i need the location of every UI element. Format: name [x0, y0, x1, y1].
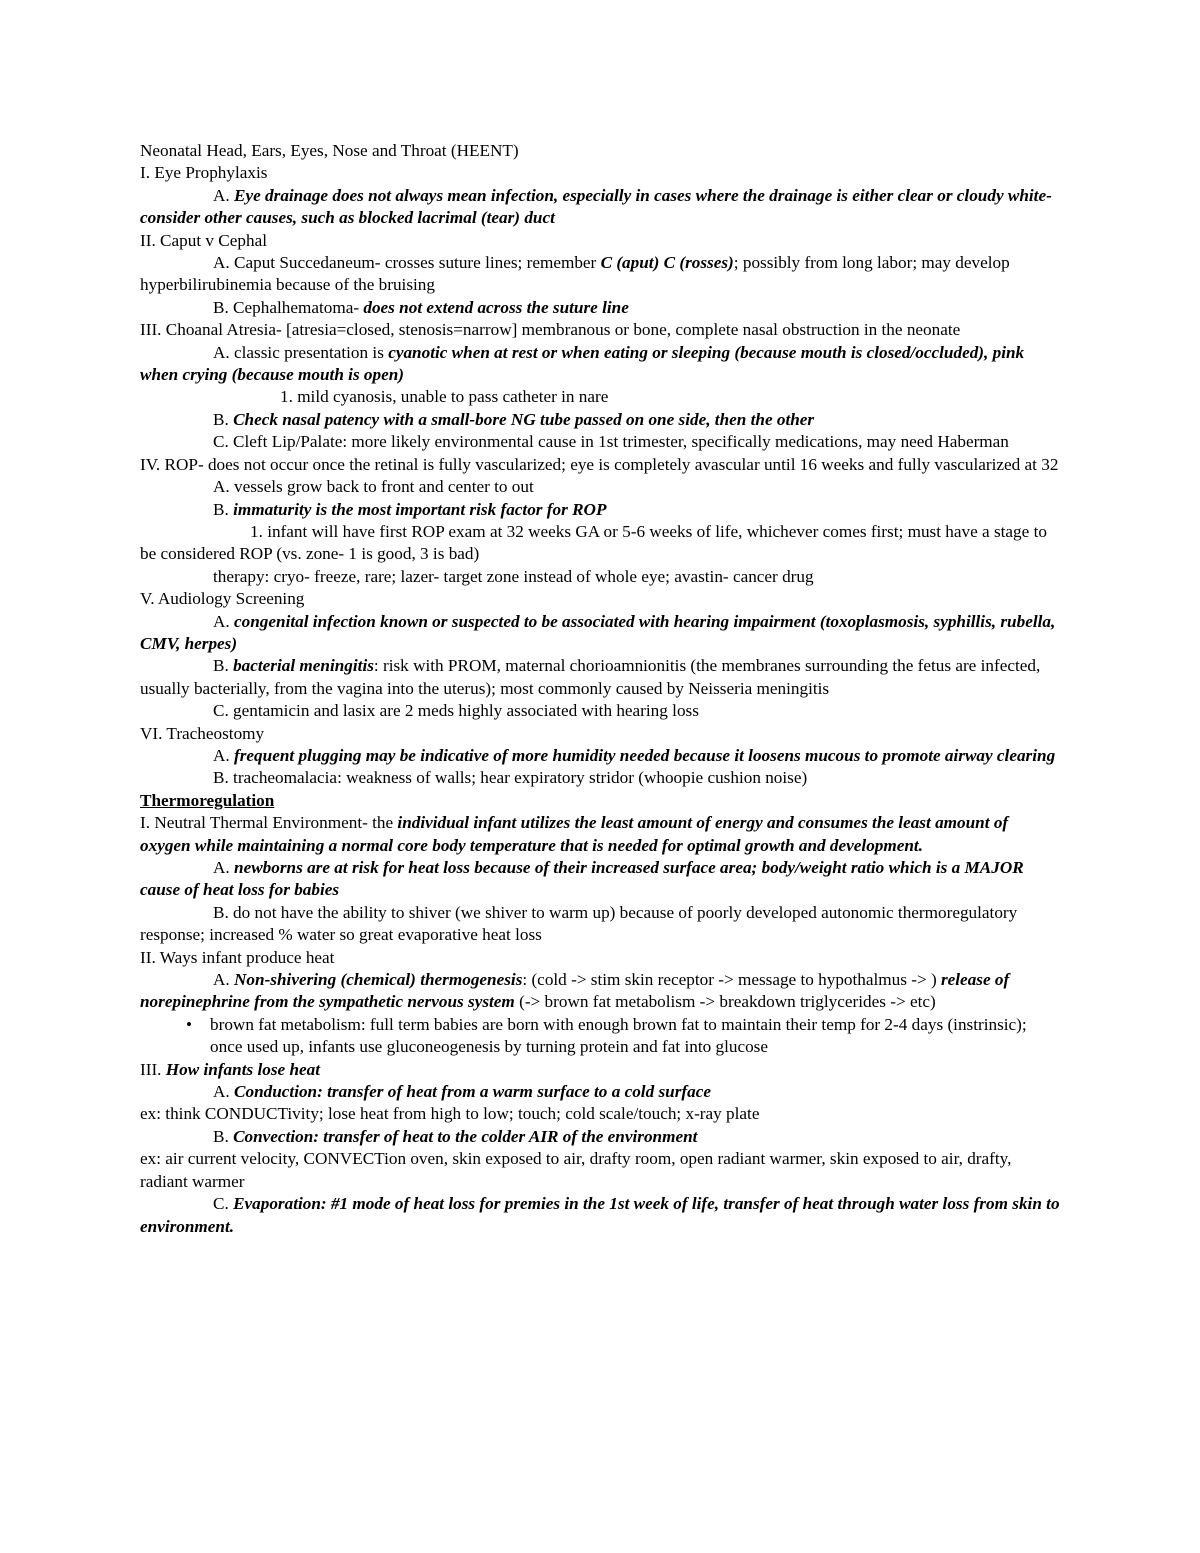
section-produce-heat: II. Ways infant produce heat [140, 947, 335, 967]
list-marker: B. [213, 499, 234, 519]
emphasis-text: Evaporation: #1 mode of heat loss for premies in the 1st week of life, transfer of heat through water loss from skin to environment. [140, 1194, 1060, 1236]
document-title: Neonatal Head, Ears, Eyes, Nose and Throat (HEENT) [140, 141, 519, 160]
section-audiology: V. Audiology Screening [140, 589, 305, 609]
item-convection [140, 1126, 1060, 1148]
list-marker: A. [213, 745, 235, 765]
subitem-mild-cyanosis: 1. mild cyanosis, unable to pass catheter in nare [280, 387, 609, 407]
item-non-shivering: A. Non-shivering (chemical) thermogenesis: (cold -> stim skin receptor -> message to hypothalmus -> ) release of norepinephrine from the sympathetic nervous system (-> brown fat metabolism -> breakdown triglycerides -> etc) [140, 970, 1010, 1012]
bullet-icon: • [185, 1014, 192, 1034]
emphasis-text: release of norepinephrine from the sympathetic nervous system [140, 970, 1010, 1012]
section-eye-prophylaxis: I. Eye Prophylaxis [140, 163, 268, 183]
list-marker: A. [213, 970, 235, 990]
item-nasal-patency [140, 409, 1060, 431]
list-marker: A. [213, 858, 235, 877]
emphasis-text: Check nasal patency with a small-bore NG tube passed on one side, then the other [233, 409, 815, 429]
item-conduction [140, 1081, 1060, 1103]
section-lose-heat: III. How infants lose heat [140, 1059, 320, 1079]
list-marker: B. [213, 409, 234, 429]
item-tracheomalacia: B. tracheomalacia: weakness of walls; hear expiratory stridor (whoopie cushion noise) [213, 768, 808, 788]
list-marker: B. [213, 656, 234, 676]
section-caput-v-cephal: II. Caput v Cephal [140, 230, 267, 250]
emphasis-text: immaturity is the most important risk factor for ROP [233, 499, 607, 519]
emphasis-text: individual infant utilizes the least amount of energy and consumes the least amount of oxygen while maintaining a normal core body temperature that is needed for optimal growth and development. [140, 813, 1009, 855]
item-cleft-lip: C. Cleft Lip/Palate: more likely environmental cause in 1st trimester, specifically medications, may need Haberman [213, 432, 1009, 452]
list-marker: C. [213, 1194, 234, 1214]
section-neutral-thermal: I. Neutral Thermal Environment- the individual infant utilizes the least amount of energy and consumes the least amount of oxygen while maintaining a normal core body temperature that is needed for optimal growth and development. [140, 813, 1009, 855]
list-marker: A. [213, 611, 235, 631]
item-eye-drainage [140, 185, 1060, 230]
bullet-brown-fat: • brown fat metabolism: full term babies are born with enough brown fat to maintain their temp for 2-4 days (instrinsic); once used up, infants use gluconeogenesis by turning protein and fat into glucose [140, 1014, 1060, 1059]
item-immaturity [140, 499, 1060, 521]
item-cephalhematoma: B. Cephalhematoma- does not extend across the suture line [213, 297, 629, 317]
item-therapy: therapy: cryo- freeze, rare; lazer- target zone instead of whole eye; avastin- cancer drug [213, 566, 814, 586]
item-newborns-heat-loss [140, 857, 1060, 902]
example-conduction: ex: think CONDUCTivity; lose heat from high to low; touch; cold scale/touch; x-ray plate [140, 1104, 760, 1124]
item-bacterial-meningitis: B. bacterial meningitis: risk with PROM, maternal chorioamnionitis (the membranes surrounding the fetus are infected, usually bacterially, from the vagina into the uterus); most commonly caused by Neisseria meningitis [140, 656, 1041, 698]
emphasis-text: does not extend across the suture line [363, 297, 629, 317]
list-marker: A. [213, 1082, 235, 1102]
item-vessels: A. vessels grow back to front and center to out [213, 477, 534, 497]
list-marker: B. [213, 1126, 234, 1146]
section-rop: IV. ROP- does not occur once the retinal is fully vascularized; eye is completely avascular until 16 weeks and fully vascularized at 32 [140, 454, 1059, 474]
emphasis-text: How infants lose heat [165, 1059, 320, 1079]
emphasis-text: Conduction: transfer of heat from a warm surface to a cold surface [234, 1082, 711, 1102]
item-evaporation [140, 1193, 1060, 1238]
item-gentamicin: C. gentamicin and lasix are 2 meds highly associated with hearing loss [213, 701, 699, 721]
item-shiver: B. do not have the ability to shiver (we shiver to warm up) because of poorly developed autonomic thermoregulatory response; increased % water so great evaporative heat loss [140, 902, 1018, 945]
list-marker: A. [213, 185, 235, 205]
emphasis-text: bacterial meningitis [233, 656, 374, 676]
subitem-first-rop-exam: 1. infant will have first ROP exam at 32 weeks GA or 5-6 weeks of life, whichever comes first; must have a stage to be considered ROP (vs. zone- 1 is good, 3 is bad) [140, 521, 1047, 564]
emphasis-text: newborns are at risk for heat loss because of their increased surface area; body/weight ratio which is a MAJOR cause of heat loss for babies [140, 858, 1024, 900]
item-congenital-infection [140, 611, 1060, 656]
document-page [140, 140, 1060, 1238]
emphasis-text: C (aput) C (rosses) [600, 253, 734, 273]
item-frequent-plugging [140, 745, 1060, 767]
section-tracheostomy: VI. Tracheostomy [140, 723, 265, 743]
heading-thermoregulation: Thermoregulation [140, 790, 275, 810]
emphasis-text: Convection: transfer of heat to the colder AIR of the environment [233, 1126, 698, 1146]
emphasis-text: Non-shivering (chemical) thermogenesis [234, 970, 523, 990]
emphasis-text: Eye drainage does not always mean infection, especially in cases where the drainage is either clear or cloudy white- consider other causes, such as blocked lacrimal (tear) duct [140, 185, 1052, 228]
example-convection: ex: air current velocity, CONVECTion oven, skin exposed to air, drafty room, open radiant warmer, skin exposed to air, drafty, radiant warmer [140, 1149, 1012, 1191]
emphasis-text: frequent plugging may be indicative of more humidity needed because it loosens mucous to promote airway clearing [234, 745, 1056, 765]
item-classic-presentation: A. classic presentation is cyanotic when at rest or when eating or sleeping (because mouth is closed/occluded), pink when crying (because mouth is open) [140, 342, 1025, 385]
emphasis-text: congenital infection known or suspected to be associated with hearing impairment (toxoplasmosis, syphillis, rubella, CMV, herpes) [140, 611, 1056, 653]
emphasis-text: cyanotic when at rest or when eating or sleeping (because mouth is closed/occluded), pink when crying (because mouth is open) [140, 342, 1025, 385]
section-choanal-atresia: III. Choanal Atresia- [atresia=closed, stenosis=narrow] membranous or bone, complete nasal obstruction in the neonate [140, 320, 961, 340]
item-caput-succedaneum: A. Caput Succedaneum- crosses suture lines; remember C (aput) C (rosses); possibly from long labor; may develop hyperbilirubinemia because of the bruising [140, 253, 1010, 295]
